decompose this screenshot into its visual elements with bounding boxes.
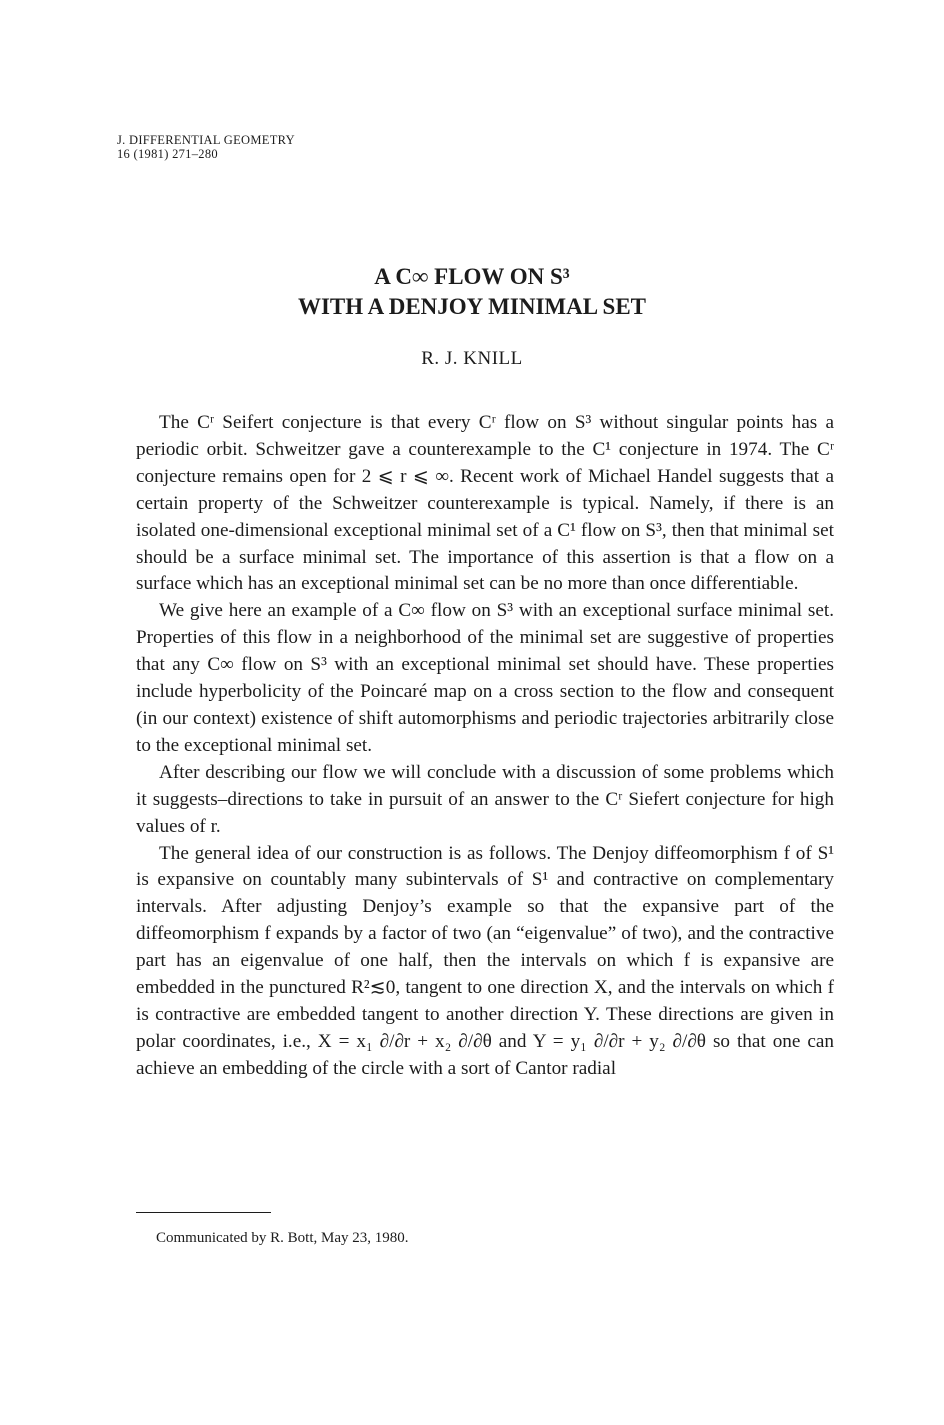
journal-citation: 16 (1981) 271–280 [117, 147, 218, 161]
paper-title-line-2: WITH A DENJOY MINIMAL SET [297, 294, 647, 319]
journal-name: J. DIFFERENTIAL GEOMETRY [117, 133, 295, 147]
paragraph-4: The general idea of our construction is as follows. The Denjoy diffeomorphism f of S¹ is expansive on countably many subintervals of S¹ and contractive on complementary intervals. After adjusting Denjoy’s example so that the expansive part of the diffeomorphism f expands by a factor of two (an “eigenvalue” of two), and the contractive part has an eigenvalue of one half, then the intervals on which f is expansive are embedded in the punctured R²≲0, tangent to one direction X, and the intervals on which f is contractive are embedded tangent to another direction Y. These directions are given in polar coordinates, i.e., X = x₁ ∂/∂r + x₂ ∂/∂θ and Y = y₁ ∂/∂r + y₂ ∂/∂θ so that one can achieve an embedding of the circle with a sort of Cantor radial [136, 842, 834, 1079]
body-text [136, 410, 834, 1083]
footnote-divider [136, 1212, 271, 1213]
paragraph-3: After describing our flow we will conclude with a discussion of some problems which it suggests–directions to take in pursuit of an answer to the Cʳ Siefert conjecture for high values of r. [136, 761, 834, 837]
author-name: R. J. KNILL [421, 348, 523, 369]
journal-header [117, 133, 295, 161]
paragraph-1: The Cʳ Seifert conjecture is that every Cʳ flow on S³ without singular points has a periodic orbit. Schweitzer gave a counterexample to the C¹ conjecture in 1974. The Cʳ conjecture remains open for 2 ⩽ r ⩽ ∞. Recent work of Michael Handel suggests that a certain property of the Schweitzer counterexample is typical. Namely, if there is an isolated one-dimensional exceptional minimal set of a C¹ flow on S³, then that minimal set should be a surface minimal set. The importance of this assertion is that a flow on a surface which has an exceptional minimal set can be no more than once differentiable. [136, 412, 834, 595]
footnote: Communicated by R. Bott, May 23, 1980. [156, 1230, 409, 1246]
paragraph-2: We give here an example of a C∞ flow on S³ with an exceptional surface minimal set. Properties of this flow in a neighborhood of the minimal set are suggestive of properties that any C∞ flow on S³ with an exceptional minimal set should have. These properties include hyperbolicity of the Poincaré map on a cross section to the flow and consequent (in our context) existence of shift automorphisms and periodic trajectories arbitrarily close to the exceptional minimal set. [136, 600, 834, 756]
paper-title-line-1: A C∞ FLOW ON S³ [374, 264, 570, 289]
